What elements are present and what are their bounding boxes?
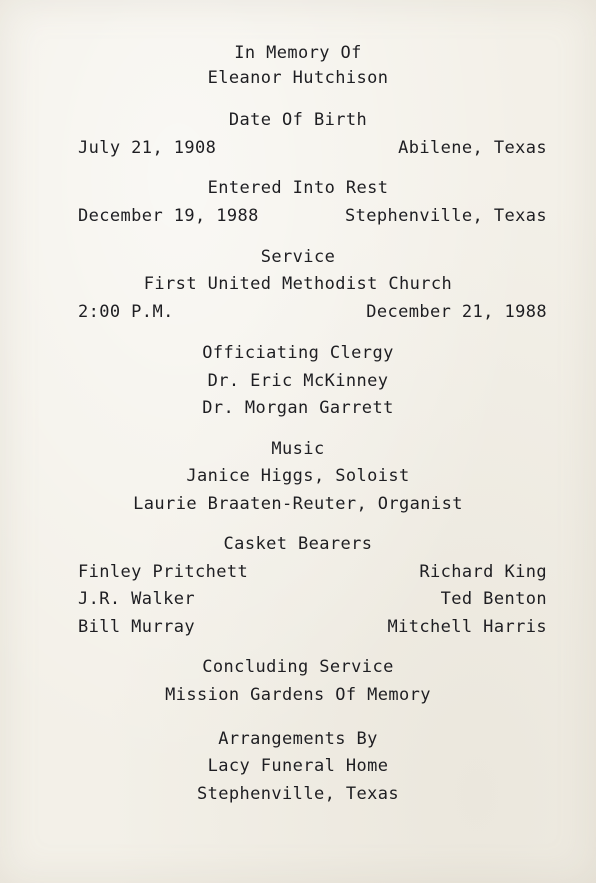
service-time: 2:00 P.M.	[78, 302, 174, 322]
bearer-name: Richard King	[419, 562, 547, 582]
deceased-name: Eleanor Hutchison	[207, 68, 389, 88]
funeral-home-city: Stephenville, Texas	[196, 784, 400, 804]
clergy-heading: Officiating Clergy	[202, 343, 394, 363]
bearers-heading: Casket Bearers	[223, 534, 373, 554]
concluding-heading: Concluding Service	[202, 657, 394, 677]
rest-heading: Entered Into Rest	[207, 178, 389, 198]
concluding-location: Mission Gardens Of Memory	[165, 685, 431, 705]
clergy-name: Dr. Eric McKinney	[207, 371, 389, 391]
bearer-name: Mitchell Harris	[387, 617, 547, 637]
birth-date: July 21, 1908	[78, 138, 217, 158]
birth-place: Abilene, Texas	[398, 138, 547, 158]
bearer-name: Bill Murray	[78, 617, 195, 637]
service-date: December 21, 1988	[366, 302, 547, 322]
clergy-name: Dr. Morgan Garrett	[202, 398, 394, 418]
bearer-name: Ted Benton	[440, 589, 547, 609]
memory-heading: In Memory Of	[234, 43, 362, 63]
service-heading: Service	[260, 247, 336, 267]
music-performer: Janice Higgs, Soloist	[186, 466, 410, 486]
music-performer: Laurie Braaten-Reuter, Organist	[133, 494, 463, 514]
arrangements-heading: Arrangements By	[218, 729, 378, 749]
rest-date: December 19, 1988	[78, 206, 259, 226]
birth-heading: Date Of Birth	[228, 110, 368, 130]
bearer-name: J.R. Walker	[78, 589, 195, 609]
funeral-home: Lacy Funeral Home	[207, 756, 389, 776]
bearer-name: Finley Pritchett	[78, 562, 249, 582]
music-heading: Music	[271, 439, 325, 459]
service-location: First United Methodist Church	[143, 274, 453, 294]
rest-place: Stephenville, Texas	[344, 206, 547, 226]
